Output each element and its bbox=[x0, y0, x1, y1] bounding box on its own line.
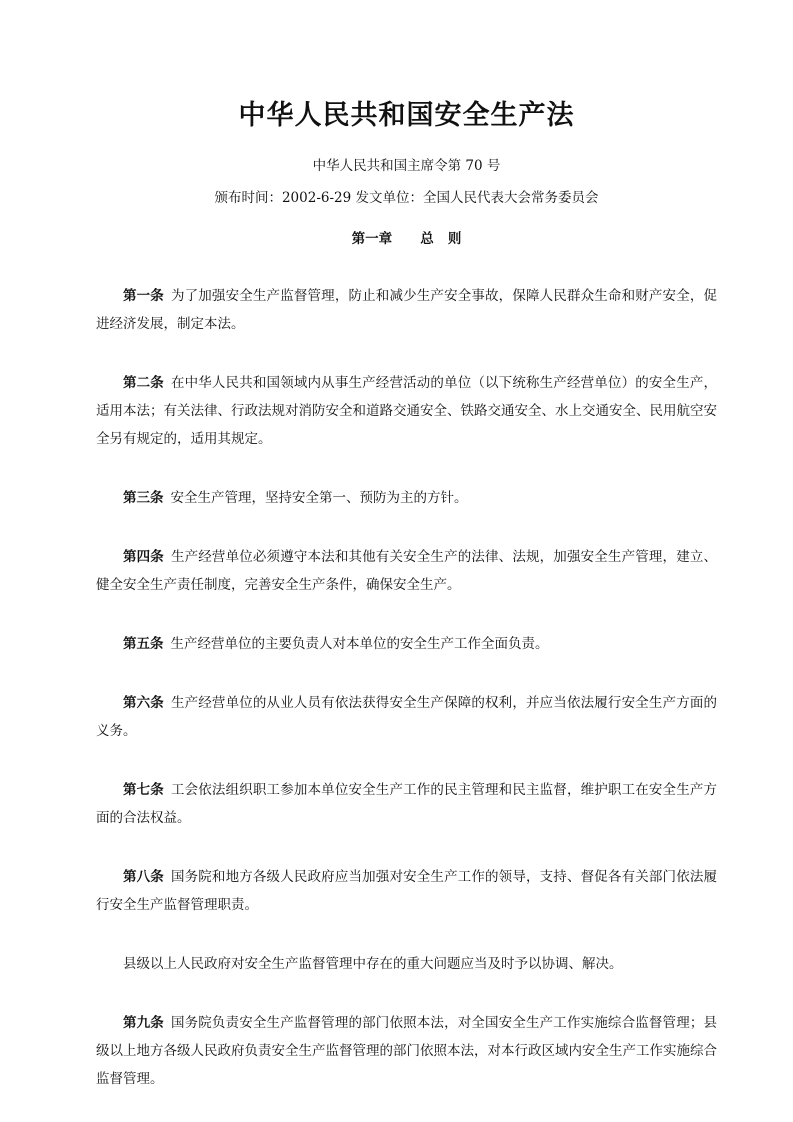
article-number: 第三条 bbox=[123, 490, 164, 506]
article bbox=[96, 630, 717, 658]
article-text: 生产经营单位的从业人员有依法获得安全生产保障的权利，并应当依法履行安全生产方面的义务。 bbox=[96, 695, 718, 739]
presidential-order: 中华人民共和国主席令第 70 号 bbox=[312, 158, 501, 174]
article-text: 安全生产管理，坚持安全第一、预防为主的方针。 bbox=[170, 490, 468, 506]
article-number: 第六条 bbox=[123, 695, 164, 711]
article-text: 生产经营单位必须遵守本法和其他有关安全生产的法律、法规，加强安全生产管理，建立、健全安全生产责任制度，完善安全生产条件，确保安全生产。 bbox=[96, 549, 718, 593]
article bbox=[96, 1009, 717, 1093]
article-number: 第一条 bbox=[123, 288, 164, 304]
article-paragraph bbox=[96, 950, 717, 978]
article-text: 县级以上人民政府对安全生产监督管理中存在的重大问题应当及时予以协调、解决。 bbox=[123, 956, 623, 972]
article-number: 第八条 bbox=[123, 869, 164, 885]
article bbox=[96, 282, 717, 338]
article bbox=[96, 689, 717, 745]
article-number: 第四条 bbox=[123, 549, 164, 565]
article-text: 国务院负责安全生产监督管理的部门依照本法，对全国安全生产工作实施综合监督管理；县级以上地方各级人民政府负责安全生产监督管理的部门依照本法，对本行政区域内安全生产工作实施综合监督管理。 bbox=[96, 1015, 718, 1087]
document-title: 中华人民共和国安全生产法 bbox=[238, 100, 575, 131]
article bbox=[96, 543, 717, 599]
article-text: 国务院和地方各级人民政府应当加强对安全生产工作的领导，支持、督促各有关部门依法履行安全生产监督管理职责。 bbox=[96, 869, 718, 913]
article-text: 工会依法组织职工参加本单位安全生产工作的民主管理和民主监督，维护职工在安全生产方面的合法权益。 bbox=[96, 782, 718, 826]
article bbox=[96, 369, 717, 453]
article-text: 生产经营单位的主要负责人对本单位的安全生产工作全面负责。 bbox=[170, 636, 549, 652]
article-number: 第二条 bbox=[123, 375, 164, 391]
article bbox=[96, 484, 717, 512]
chapter-heading: 第一章 总 则 bbox=[351, 231, 462, 247]
article-number: 第七条 bbox=[123, 782, 164, 798]
article bbox=[96, 863, 717, 919]
article bbox=[96, 776, 717, 832]
issue-info: 颁布时间：2002-6-29 发文单位：全国人民代表大会常务委员会 bbox=[214, 190, 599, 206]
article-text: 在中华人民共和国领域内从事生产经营活动的单位（以下统称生产经营单位）的安全生产，适用本法；有关法律、行政法规对消防安全和道路交通安全、铁路交通安全、水上交通安全、民用航空安全另有规定的，适用其规定。 bbox=[96, 375, 718, 447]
article-number: 第九条 bbox=[123, 1015, 164, 1031]
article-number: 第五条 bbox=[123, 636, 164, 652]
article-text: 为了加强安全生产监督管理，防止和减少生产安全事故，保障人民群众生命和财产安全，促进经济发展，制定本法。 bbox=[96, 288, 718, 332]
